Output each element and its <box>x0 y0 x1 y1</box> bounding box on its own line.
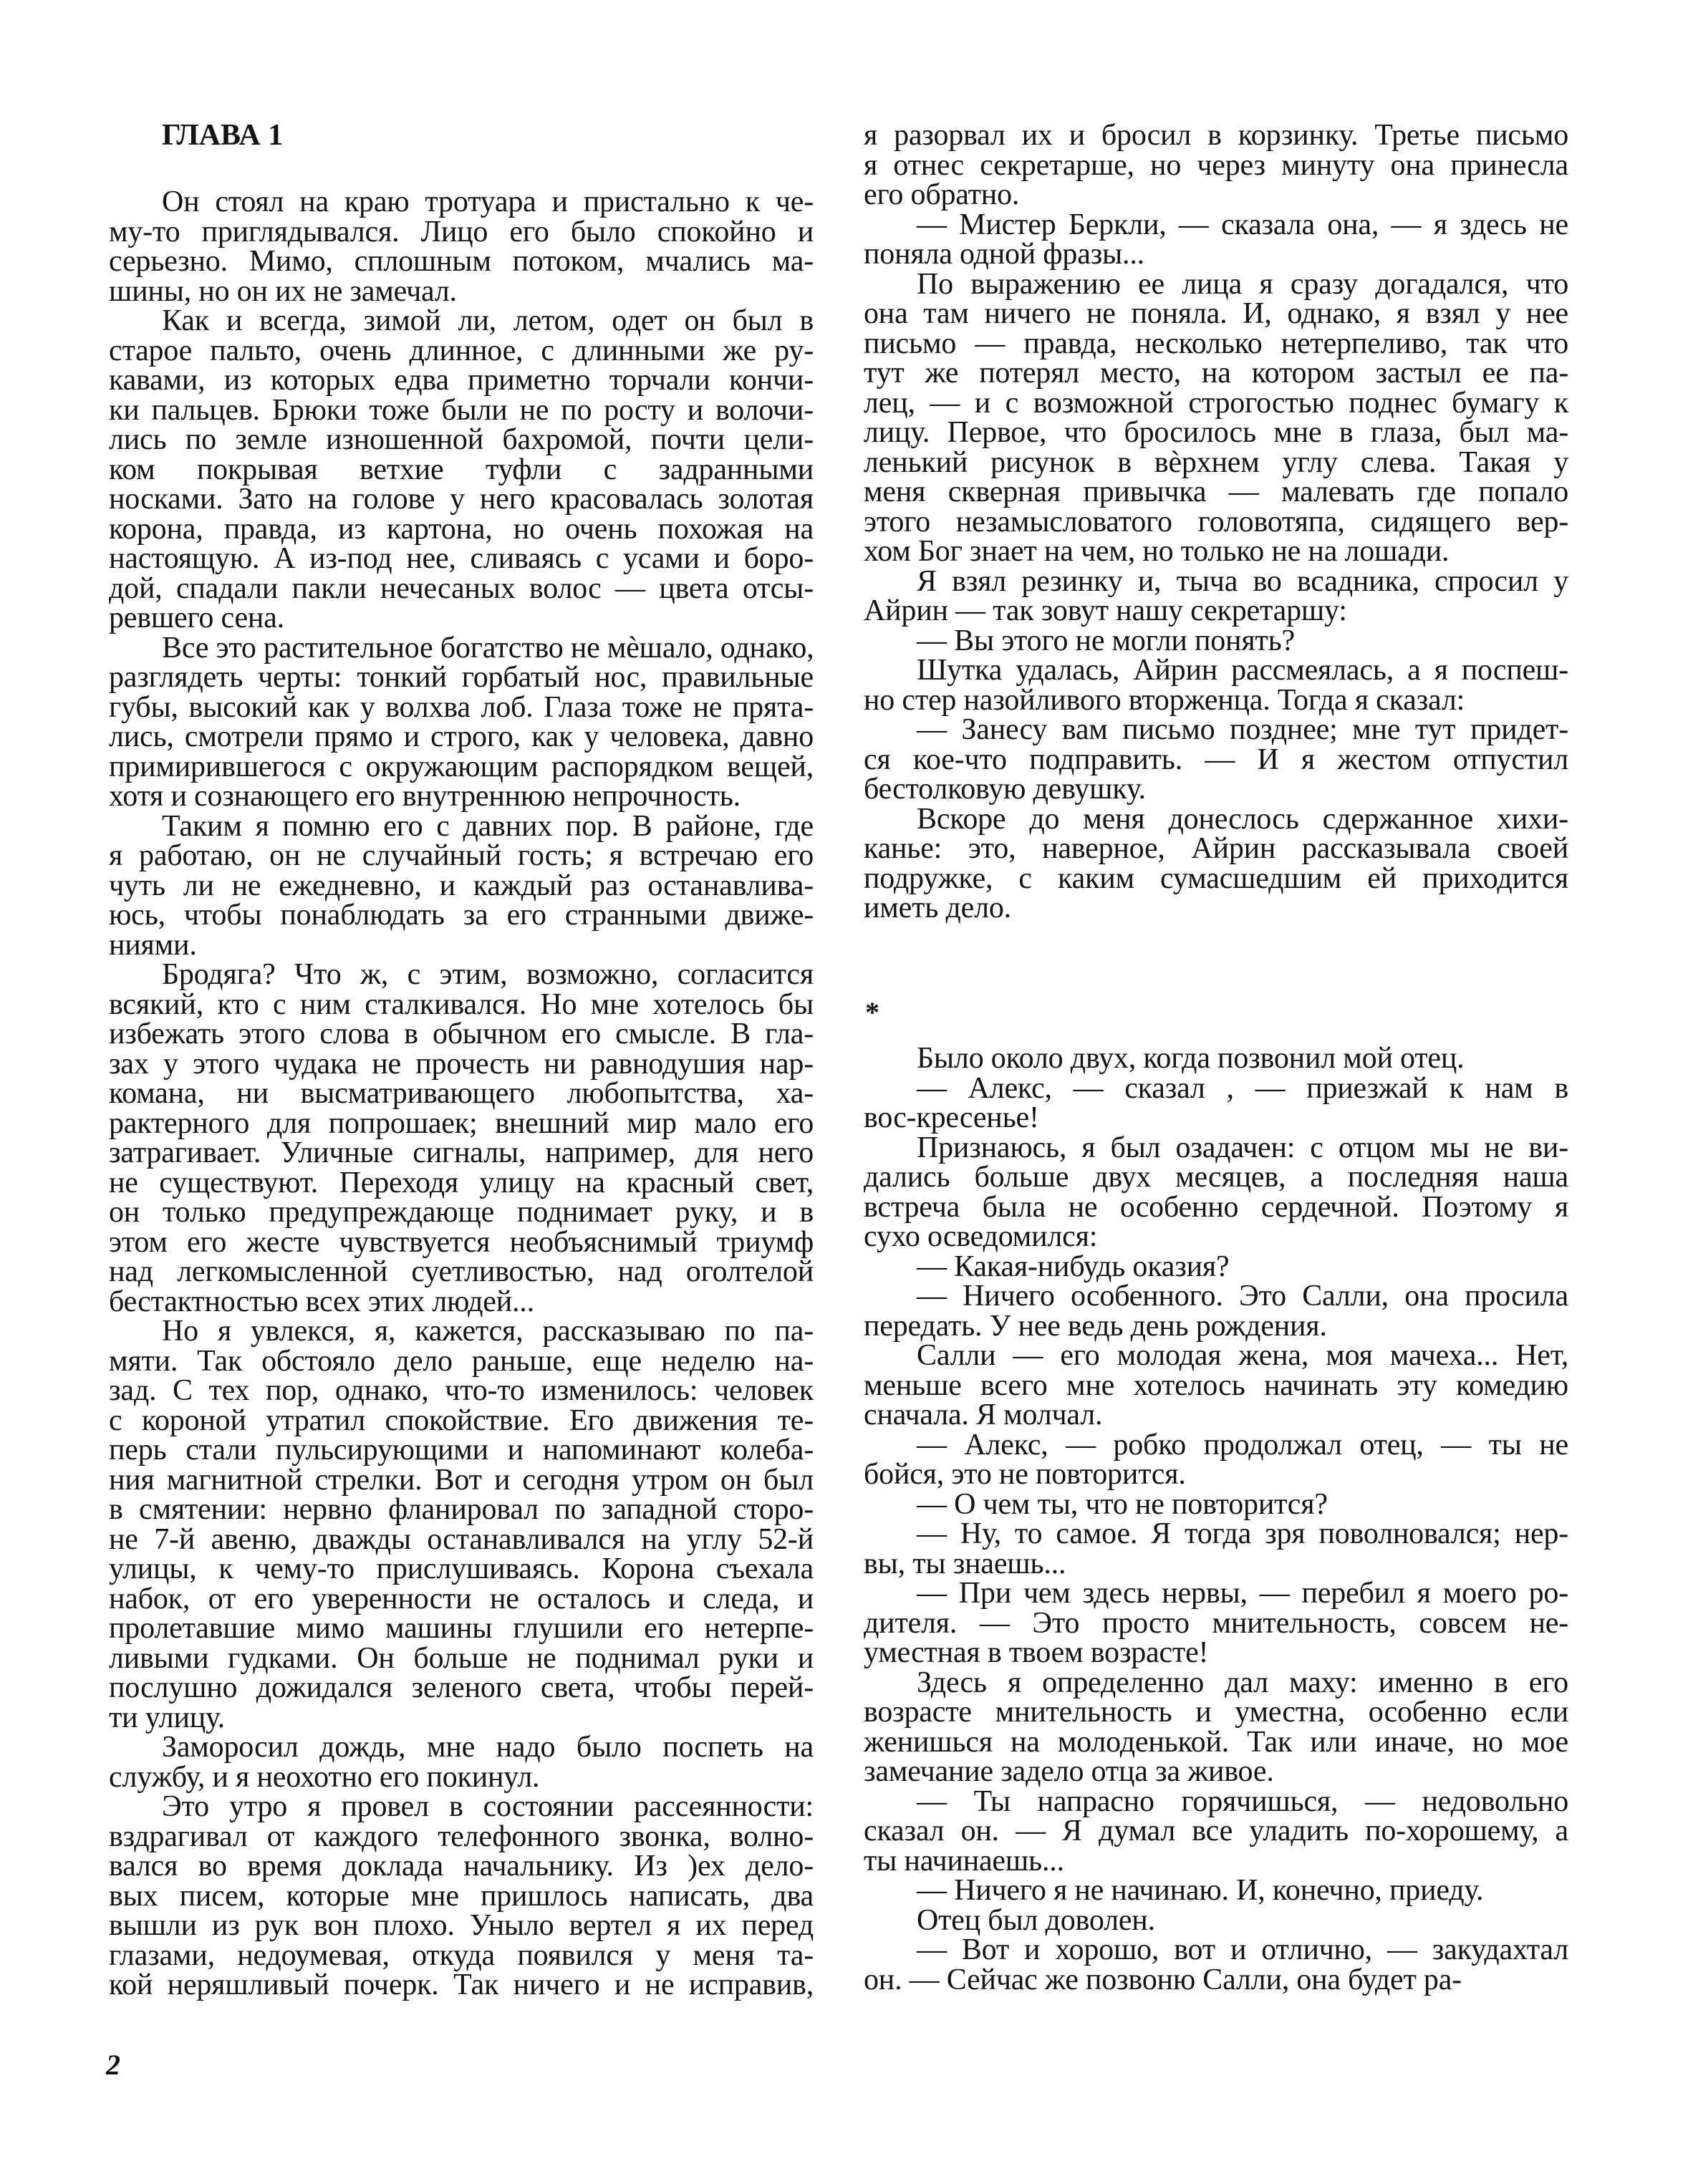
text-line: подружке, с каким сумасшедшим ей приходится <box>864 861 1568 895</box>
page-number: 2 <box>106 2049 120 2081</box>
text-line: избежать этого слова в обычном его смысле. В гла- <box>109 1018 814 1050</box>
text-line: юсь, чтобы понаблюдать за его странными движе- <box>109 899 814 932</box>
left-text-column <box>109 185 814 2001</box>
text-line: Заморосил дождь, мне надо было поспеть на <box>162 1731 814 1764</box>
text-line: перь стали пульсирующими и напоминают колеба- <box>109 1434 814 1467</box>
text-line: ты начинаешь... <box>864 1844 1064 1878</box>
text-line: ком покрывая ветхие туфли с задранными <box>109 453 814 486</box>
text-line: зад. С тех пор, однако, что-то изменилось: человек <box>109 1374 814 1407</box>
text-line: мяти. Так обстояло дело раньше, еще неделю на- <box>109 1344 814 1378</box>
text-line: — Вы этого не могли понять? <box>917 624 1295 657</box>
text-line: рактерного для попрошаек; внешний мир мало его <box>109 1106 814 1140</box>
text-line: Признаюсь, я был озадачен: с отцом мы не ви- <box>917 1131 1568 1164</box>
text-line: му-то приглядывался. Лицо его было спокойно и <box>109 215 814 248</box>
text-line: чуть ли не ежедневно, и каждый раз останавлива- <box>109 869 814 902</box>
text-line: — Ничего я не начинаю. И, конечно, приеду. <box>917 1874 1484 1907</box>
text-line: лец, — и с возможной строгостью поднес бумагу к <box>864 386 1568 420</box>
text-line: губы, высокий как у волхва лоб. Глаза тоже не прята- <box>109 690 814 724</box>
text-line: тут же потерял место, на котором застыл ее па- <box>864 357 1568 390</box>
text-line: хотя и сознающего его внутреннюю непрочность. <box>109 780 741 813</box>
text-line: службу, и я неохотно его покинул. <box>109 1760 540 1794</box>
text-line: сначала. Я молчал. <box>864 1398 1103 1431</box>
text-line: он. — Сейчас же позвоню Салли, она будет ра- <box>864 1963 1462 1996</box>
text-line: Как и всегда, зимой ли, летом, одет он был в <box>162 304 814 337</box>
text-line: ния магнитной стрелки. Вот и сегодня утром он был <box>109 1463 814 1497</box>
text-line: дой, спадали пакли нечесаных волос — цвета отсы- <box>109 571 814 605</box>
text-line: шины, но он их не замечал. <box>109 274 457 308</box>
text-line: она там ничего не поняла. И, однако, я взял у нее <box>864 297 1568 330</box>
text-line: глазами, недоумевая, откуда появился у меня та- <box>109 1938 814 1972</box>
chapter-title: ГЛАВА 1 <box>162 119 284 152</box>
text-line: — О чем ты, что не повторится? <box>917 1487 1328 1521</box>
text-line: — Ничего особенного. Это Салли, она просила <box>917 1280 1568 1313</box>
text-line: носками. Зато на голове у него красовалась золотая <box>109 483 814 516</box>
text-line: Здесь я определенно дал маху: именно в его <box>917 1666 1568 1699</box>
text-line: хом Бог знает на чем, но только не на лошади. <box>864 535 1450 568</box>
text-line: я отнес секретарше, но через минуту она принесла <box>864 148 1568 182</box>
text-line: в смятении: нервно фланировал по западной сторо- <box>109 1493 814 1526</box>
text-line: разглядеть черты: тонкий горбатый нос, правильные <box>109 661 814 694</box>
text-line: лись, смотрели прямо и строго, как у человека, давно <box>109 720 814 753</box>
text-line: послушно дожидался зеленого света, чтобы перей- <box>109 1671 814 1704</box>
text-line: вышли из рук вон плохо. Уныло вертел я их перед <box>109 1909 814 1942</box>
text-line: сказал он. — Я думал все уладить по-хорошему, а <box>864 1815 1568 1847</box>
text-line: улицы, к чему-то прислушиваясь. Корона съехала <box>109 1552 814 1585</box>
text-line: — Мистер Беркли, — сказала она, — я здесь не <box>917 208 1568 241</box>
text-line: настоящую. А из-под нее, сливаясь с усами и боро- <box>109 542 814 575</box>
text-line: он только предупреждающе поднимает руку, и в <box>109 1196 814 1229</box>
section-separator-asterisk: * <box>865 996 879 1028</box>
text-line: Было около двух, когда позвонил мой отец. <box>917 1042 1465 1075</box>
text-line: ся кое-что подправить. — И я жестом отпустил <box>864 743 1568 776</box>
text-line: Он стоял на краю тротуара и пристально к че- <box>162 185 814 218</box>
text-line: бойся, это не повторится. <box>864 1458 1186 1491</box>
text-line: дались больше двух месяцев, а последняя наша <box>864 1161 1568 1194</box>
text-line: меня скверная привычка — малевать где попало <box>864 475 1568 508</box>
text-line: кой неряшливый почерк. Так ничего и не исправив, <box>109 1968 814 2001</box>
text-line: кавами, из которых едва приметно торчали кончи- <box>109 364 814 397</box>
text-line: ниями. <box>109 928 197 962</box>
text-line: вздрагивал от каждого телефонного звонка, волно- <box>109 1820 814 1853</box>
text-line: его обратно. <box>864 178 1020 211</box>
text-line: канье: это, наверное, Айрин рассказывала своей <box>864 832 1568 865</box>
text-line: Я взял резинку и, тыча во всадника, спросил у <box>917 564 1568 598</box>
text-line: бестактностью всех этих людей... <box>109 1285 534 1318</box>
text-line: ленький рисунок в вѐрхнем углу слева. Такая у <box>864 445 1568 479</box>
text-line: иметь дело. <box>864 892 1011 924</box>
right-text-column-section-1 <box>864 121 1568 924</box>
text-line: над легкомысленной суетливостью, над оголтелой <box>109 1255 814 1288</box>
text-line: затрагивает. Уличные сигналы, например, для него <box>109 1136 814 1169</box>
text-line: вых писем, которые мне пришлось написать, два <box>109 1879 814 1913</box>
text-line: Но я увлекся, я, кажется, рассказываю по па- <box>162 1315 814 1348</box>
text-line: серьезно. Мимо, сплошным потоком, мчались ма- <box>109 245 814 278</box>
text-line: набок, от его уверенности не осталось и следа, и <box>109 1582 814 1615</box>
text-line: По выражению ее лица я сразу догадался, что <box>917 267 1568 301</box>
text-line: сухо осведомился: <box>864 1220 1098 1253</box>
text-line: я работаю, он не случайный гость; я встречаю его <box>109 839 814 872</box>
text-line: Таким я помню его с давних пор. В районе, где <box>162 809 814 843</box>
text-line: с короной утратил спокойствие. Его движения те- <box>109 1403 814 1437</box>
text-line: лицу. Первое, что бросилось мне в глаза, был ма- <box>864 416 1568 449</box>
right-text-column-section-2 <box>864 1044 1568 1995</box>
text-line: этом его жесте чувствуется необъяснимый триумф <box>109 1225 814 1259</box>
text-line: меньше всего мне хотелось начинать эту комедию <box>864 1368 1568 1402</box>
text-line: — Вот и хорошо, вот и отлично, — закудахтал <box>917 1933 1568 1966</box>
text-line: ти улицу. <box>109 1701 225 1734</box>
text-line: замечание задело отца за живое. <box>864 1755 1274 1788</box>
text-line: Шутка удалась, Айрин рассмеялась, а я поспеш- <box>917 654 1568 687</box>
text-line: передать. У нее ведь день рождения. <box>864 1309 1327 1343</box>
text-line: — Ты напрасно горячишься, — недовольно <box>917 1784 1568 1818</box>
text-line: старое пальто, очень длинное, с длинными же ру- <box>109 334 814 367</box>
text-line: ревшего сена. <box>109 601 284 634</box>
text-line: письмо — правда, несколько нетерпеливо, так что <box>864 327 1568 360</box>
text-line: Все это растительное богатство не мѐшало, однако, <box>162 631 814 665</box>
text-line: Айрин — так зовут нашу секретаршу: <box>864 594 1347 627</box>
text-line: встреча была не особенно сердечной. Поэтому я <box>864 1190 1568 1224</box>
text-line: — Алекс, — сказал , — приезжай к нам в <box>917 1071 1568 1105</box>
text-line: вался во время доклада начальнику. Из )ех дело- <box>109 1850 814 1883</box>
text-line: не существуют. Переходя улицу на красный свет, <box>109 1166 814 1199</box>
text-line: ки пальцев. Брюки тоже были не по росту и волочи- <box>109 393 814 427</box>
text-line: я разорвал их и бросил в корзинку. Третье письмо <box>864 119 1568 152</box>
text-line: вос-кресенье! <box>864 1101 1039 1134</box>
text-line: всякий, кто с ним сталкивался. Но мне хотелось бы <box>109 987 814 1021</box>
text-line: — Занесу вам письмо позднее; мне тут придет- <box>917 713 1568 746</box>
text-line: зах у этого чудака не прочесть ни равнодушия нар- <box>109 1047 814 1081</box>
text-line: — Ну, то самое. Я тогда зря поволновался; нер- <box>917 1517 1568 1550</box>
text-line: Салли — его молодая жена, моя мачеха... Нет, <box>917 1339 1568 1372</box>
text-line: корона, правда, из картона, но очень похожая на <box>109 512 814 546</box>
text-line: поняла одной фразы... <box>864 238 1144 271</box>
text-line: дителя. — Это просто мнительность, совсем не- <box>864 1606 1568 1640</box>
text-line: комана, ни высматривающего любопытства, ха- <box>109 1077 814 1110</box>
text-line: пролетавшие мимо машины глушили его нетерпе- <box>109 1612 814 1645</box>
text-line: — Алекс, — робко продолжал отец, — ты не <box>917 1428 1568 1461</box>
text-line: Отец был доволен. <box>917 1903 1155 1937</box>
text-line: но стер назойливого вторженца. Тогда я сказал: <box>864 683 1465 717</box>
text-line: уместная в твоем возрасте! <box>864 1636 1209 1669</box>
text-line: Бродяга? Что ж, с этим, возможно, согласится <box>162 958 814 991</box>
text-line: Это утро я провел в состоянии рассеянности: <box>162 1790 814 1823</box>
text-line: вы, ты знаешь... <box>864 1547 1066 1580</box>
text-line: примирившегося с окружающим распорядком вещей, <box>109 750 814 783</box>
text-line: ливыми гудками. Он больше не поднимал руки и <box>109 1641 814 1675</box>
text-line: не 7-й авеню, дважды останавливался на углу 52-й <box>109 1522 814 1556</box>
text-line: — Какая-нибудь оказия? <box>917 1250 1230 1283</box>
text-line: — При чем здесь нервы, — перебил я моего ро- <box>917 1577 1568 1610</box>
text-line: этого незамысловатого головотяпа, сидящего вер- <box>864 505 1568 538</box>
text-line: женишься на молоденькой. Так или иначе, но мое <box>864 1725 1568 1759</box>
text-line: Вскоре до меня донеслось сдержанное хихи- <box>917 802 1568 836</box>
text-line: бестолковую девушку. <box>864 773 1146 806</box>
text-line: возрасте мнительность и уместна, особенно если <box>864 1696 1568 1729</box>
text-line: лись по земле изношенной бахромой, почти цели- <box>109 423 814 456</box>
